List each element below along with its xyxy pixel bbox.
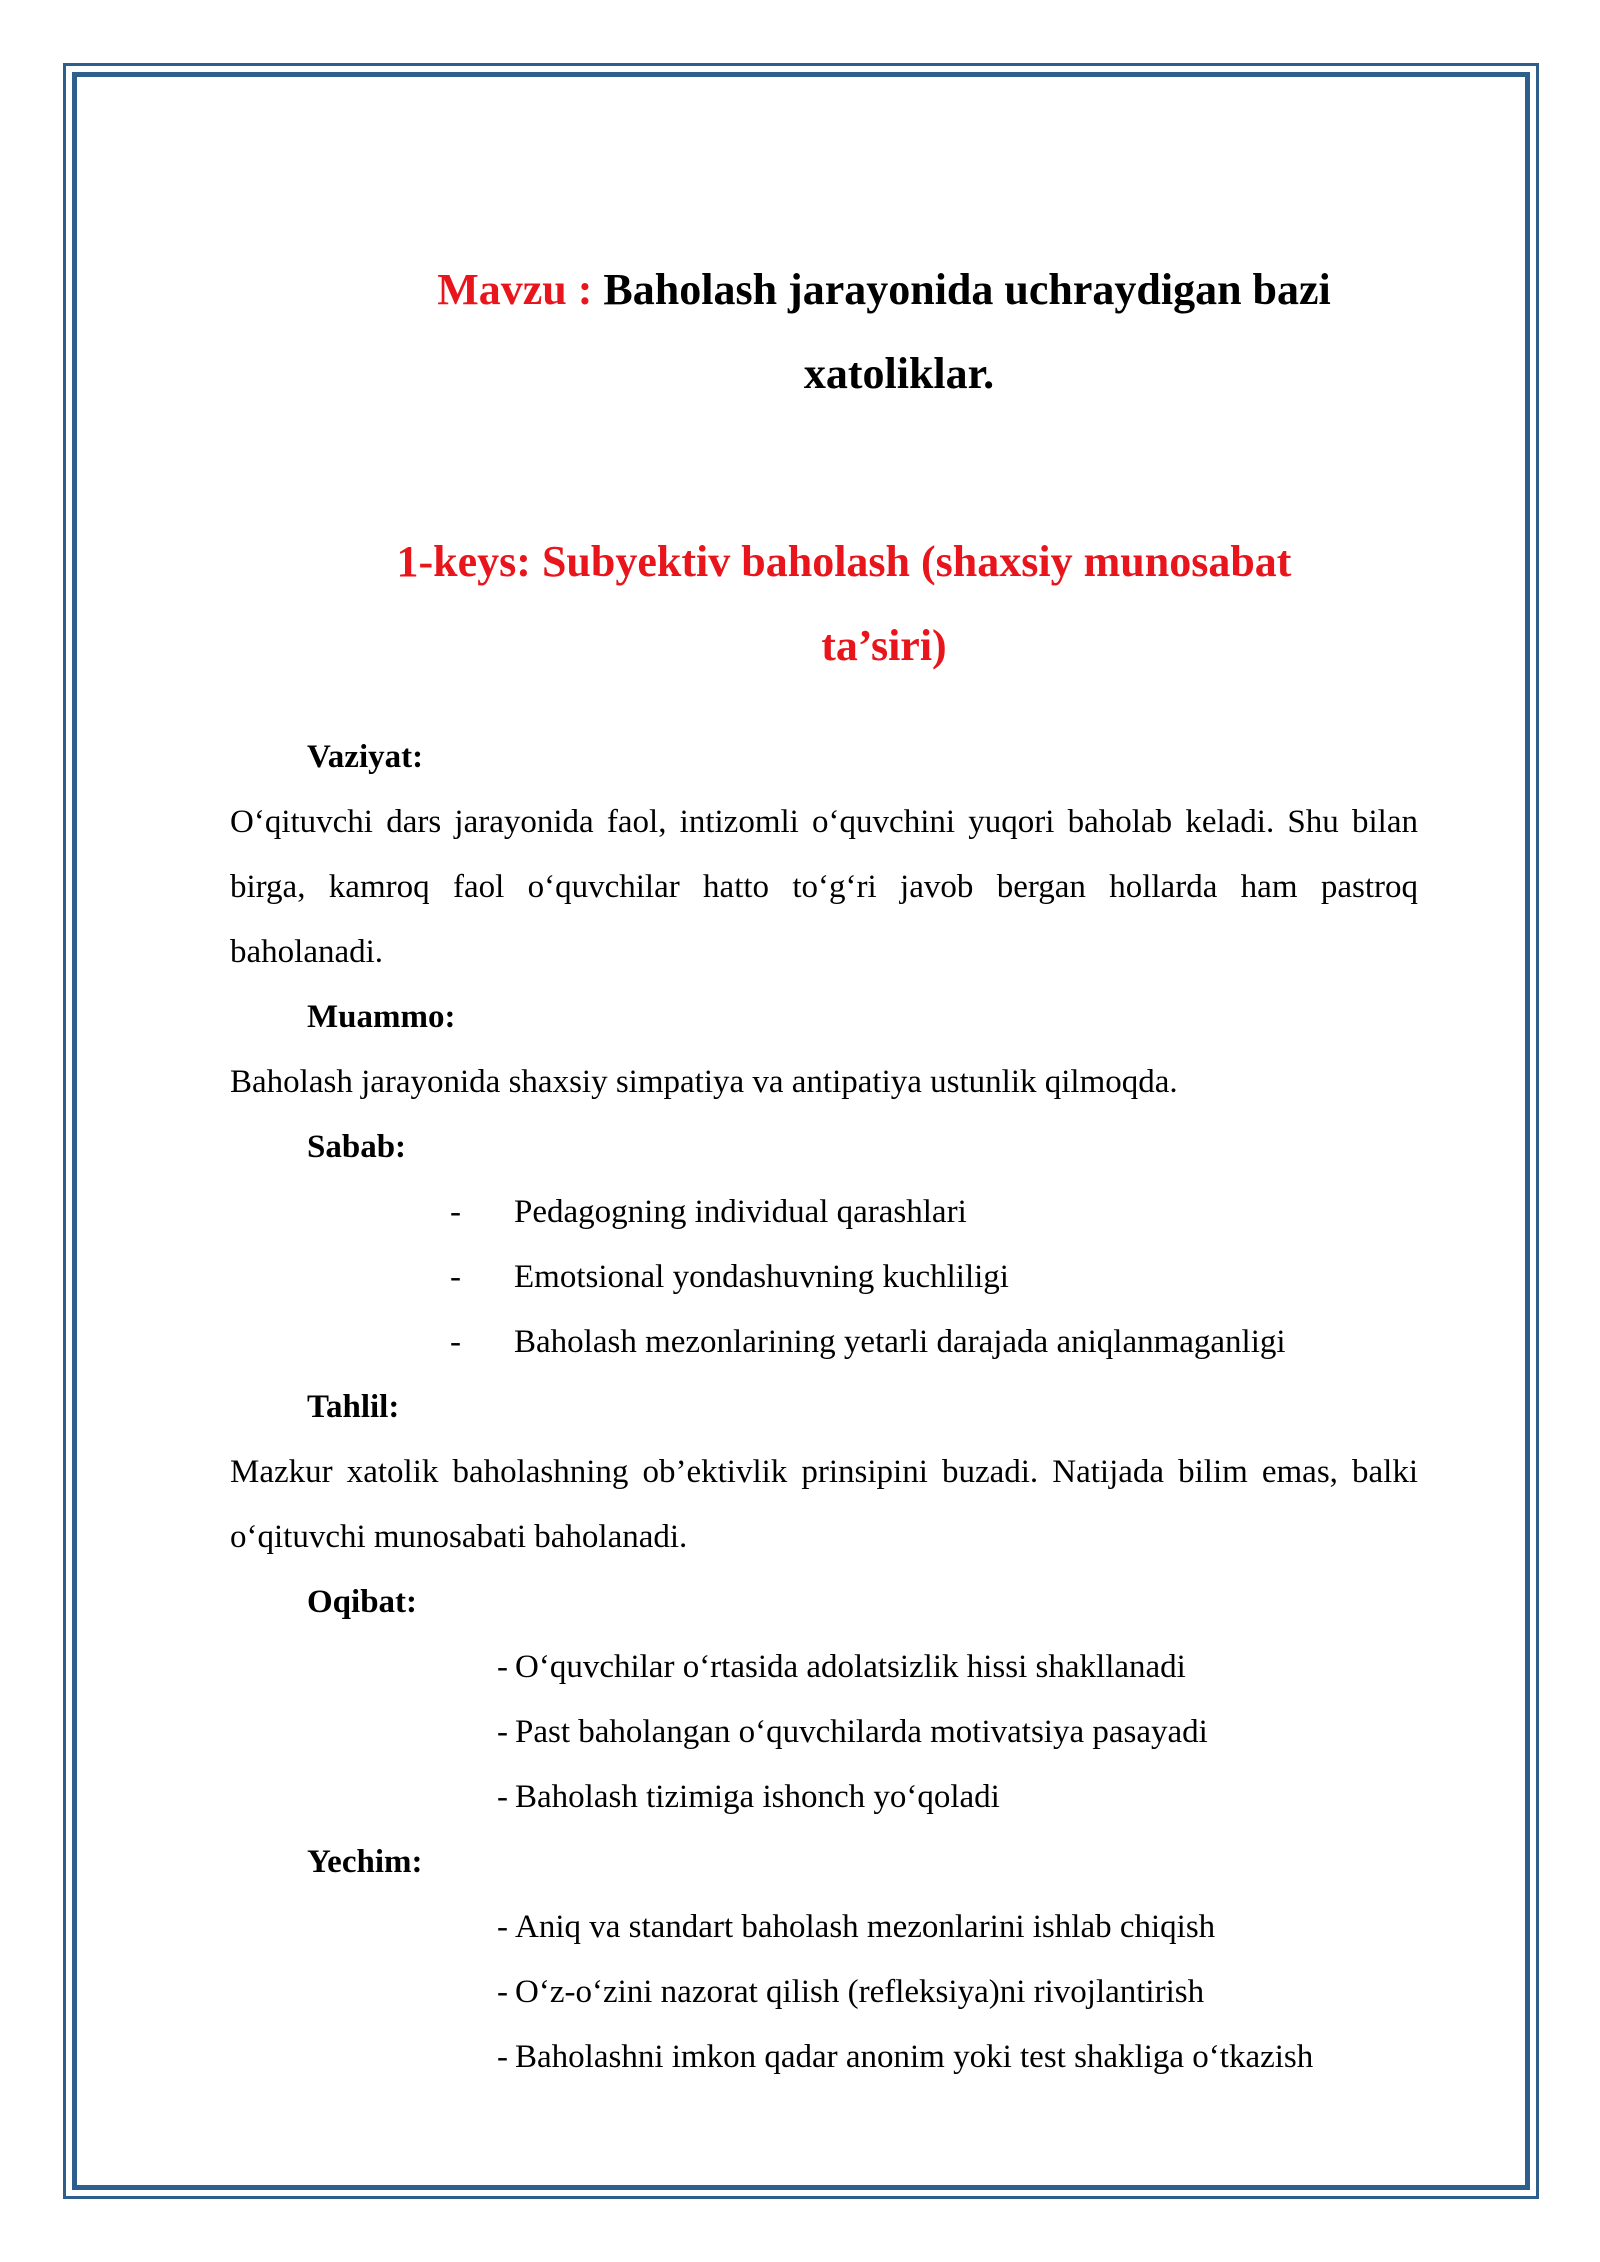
section-heading-muammo: Muammo: (307, 999, 456, 1035)
list-item: - Emotsional yondashuvning kuchliligi (450, 1259, 1009, 1295)
case-title (230, 520, 1418, 688)
section-text-tahlil: Mazkur xatolik baholashning ob’ektivlik prinsipini buzadi. Natijada bilim emas, balki o‘qituvchi munosabati baholanadi. (230, 1454, 1418, 1555)
title-text-line1: Baholash jarayonida uchraydigan bazi (603, 265, 1331, 314)
section-heading-oqibat: Oqibat: (307, 1584, 418, 1620)
case-title-line2: ta’siri) (821, 621, 947, 670)
list-item: - Baholash mezonlarining yetarli darajada aniqlanmaganligi (450, 1324, 1286, 1360)
list-item: - Past baholangan o‘quvchilarda motivatsiya pasayadi (497, 1714, 1208, 1750)
list-item: - O‘quvchilar o‘rtasida adolatsizlik hissi shakllanadi (497, 1649, 1186, 1685)
list-item: - Pedagogning individual qarashlari (450, 1194, 967, 1230)
list-item: - Baholash tizimiga ishonch yo‘qoladi (497, 1779, 1000, 1815)
list-item: - Aniq va standart baholash mezonlarini ishlab chiqish (497, 1909, 1216, 1945)
section-heading-tahlil: Tahlil: (307, 1389, 400, 1425)
section-heading-vaziyat: Vaziyat: (307, 739, 424, 775)
title-text-line2: xatoliklar. (803, 349, 995, 398)
section-heading-yechim: Yechim: (307, 1844, 423, 1880)
page-title (230, 248, 1418, 416)
section-text-vaziyat: O‘qituvchi dars jarayonida faol, intizomli o‘quvchini yuqori baholab keladi. Shu bilan birga, kamroq faol o‘quvchilar hatto to‘g‘ri javob bergan hollarda ham pastroq baholanadi. (230, 804, 1418, 970)
case-title-line1: 1-keys: Subyektiv baholash (shaxsiy munosabat (396, 537, 1292, 586)
list-item: - Baholashni imkon qadar anonim yoki test shakliga o‘tkazish (497, 2039, 1314, 2075)
list-item: - O‘z-o‘zini nazorat qilish (refleksiya)ni rivojlantirish (497, 1974, 1205, 2010)
section-heading-sabab: Sabab: (307, 1129, 407, 1165)
case-body (230, 725, 1418, 2090)
section-text-muammo: Baholash jarayonida shaxsiy simpatiya va antipatiya ustunlik qilmoqda. (230, 1064, 1178, 1100)
title-label: Mavzu : (437, 265, 593, 314)
